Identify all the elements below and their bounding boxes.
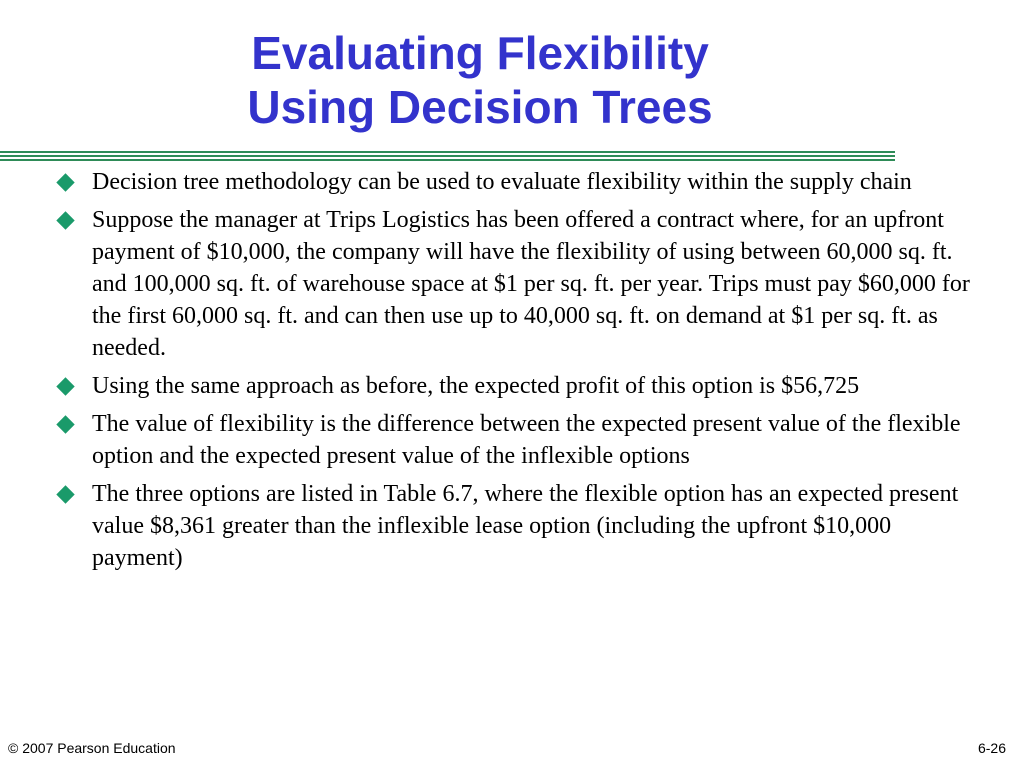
bullet-item [56, 478, 976, 574]
page-number: 6-26 [977, 740, 1006, 756]
bullet-text: Decision tree methodology can be used to evaluate flexibility within the supply chain [92, 169, 912, 195]
diamond-bullet-icon [56, 211, 74, 229]
bullet-text: Suppose the manager at Trips Logistics has been offered a contract where, for an upfront payment of $10,000, the company will have the flexibility of using between 60,000 sq. ft. and 100,000 sq. ft. of warehouse space at $1 per sq. ft. per year. Trips must pay $60,000 for the first 60,000 sq. ft. and can then use up to 40,000 sq. ft. on demand at $1 per sq. ft. as needed. [92, 207, 970, 361]
diamond-bullet-icon [56, 415, 74, 433]
bullet-item [56, 166, 976, 198]
bullet-text: Using the same approach as before, the expected profit of this option is $56,725 [92, 373, 860, 399]
diamond-bullet-icon [56, 485, 74, 503]
bullet-item [56, 204, 976, 364]
diamond-bullet-icon [56, 173, 74, 191]
bullet-text: The value of flexibility is the difference between the expected present value of the flexible option and the expected present value of the inflexible options [92, 411, 961, 469]
bullet-list [56, 166, 976, 580]
title-line-1: Evaluating Flexibility [251, 27, 709, 79]
title-line-2: Using Decision Trees [247, 81, 713, 133]
title-divider-line [0, 151, 895, 153]
bullet-text: The three options are listed in Table 6.7, where the flexible option has an expected present value $8,361 greater than the inflexible lease option (including the upfront $10,000 payment) [92, 481, 959, 571]
diamond-bullet-icon [56, 377, 74, 395]
bullet-item [56, 408, 976, 472]
slide-title [0, 26, 960, 134]
copyright-footer: © 2007 Pearson Education [8, 740, 176, 756]
bullet-item [56, 370, 976, 402]
title-divider-line [0, 155, 895, 157]
title-divider-line [0, 159, 895, 161]
